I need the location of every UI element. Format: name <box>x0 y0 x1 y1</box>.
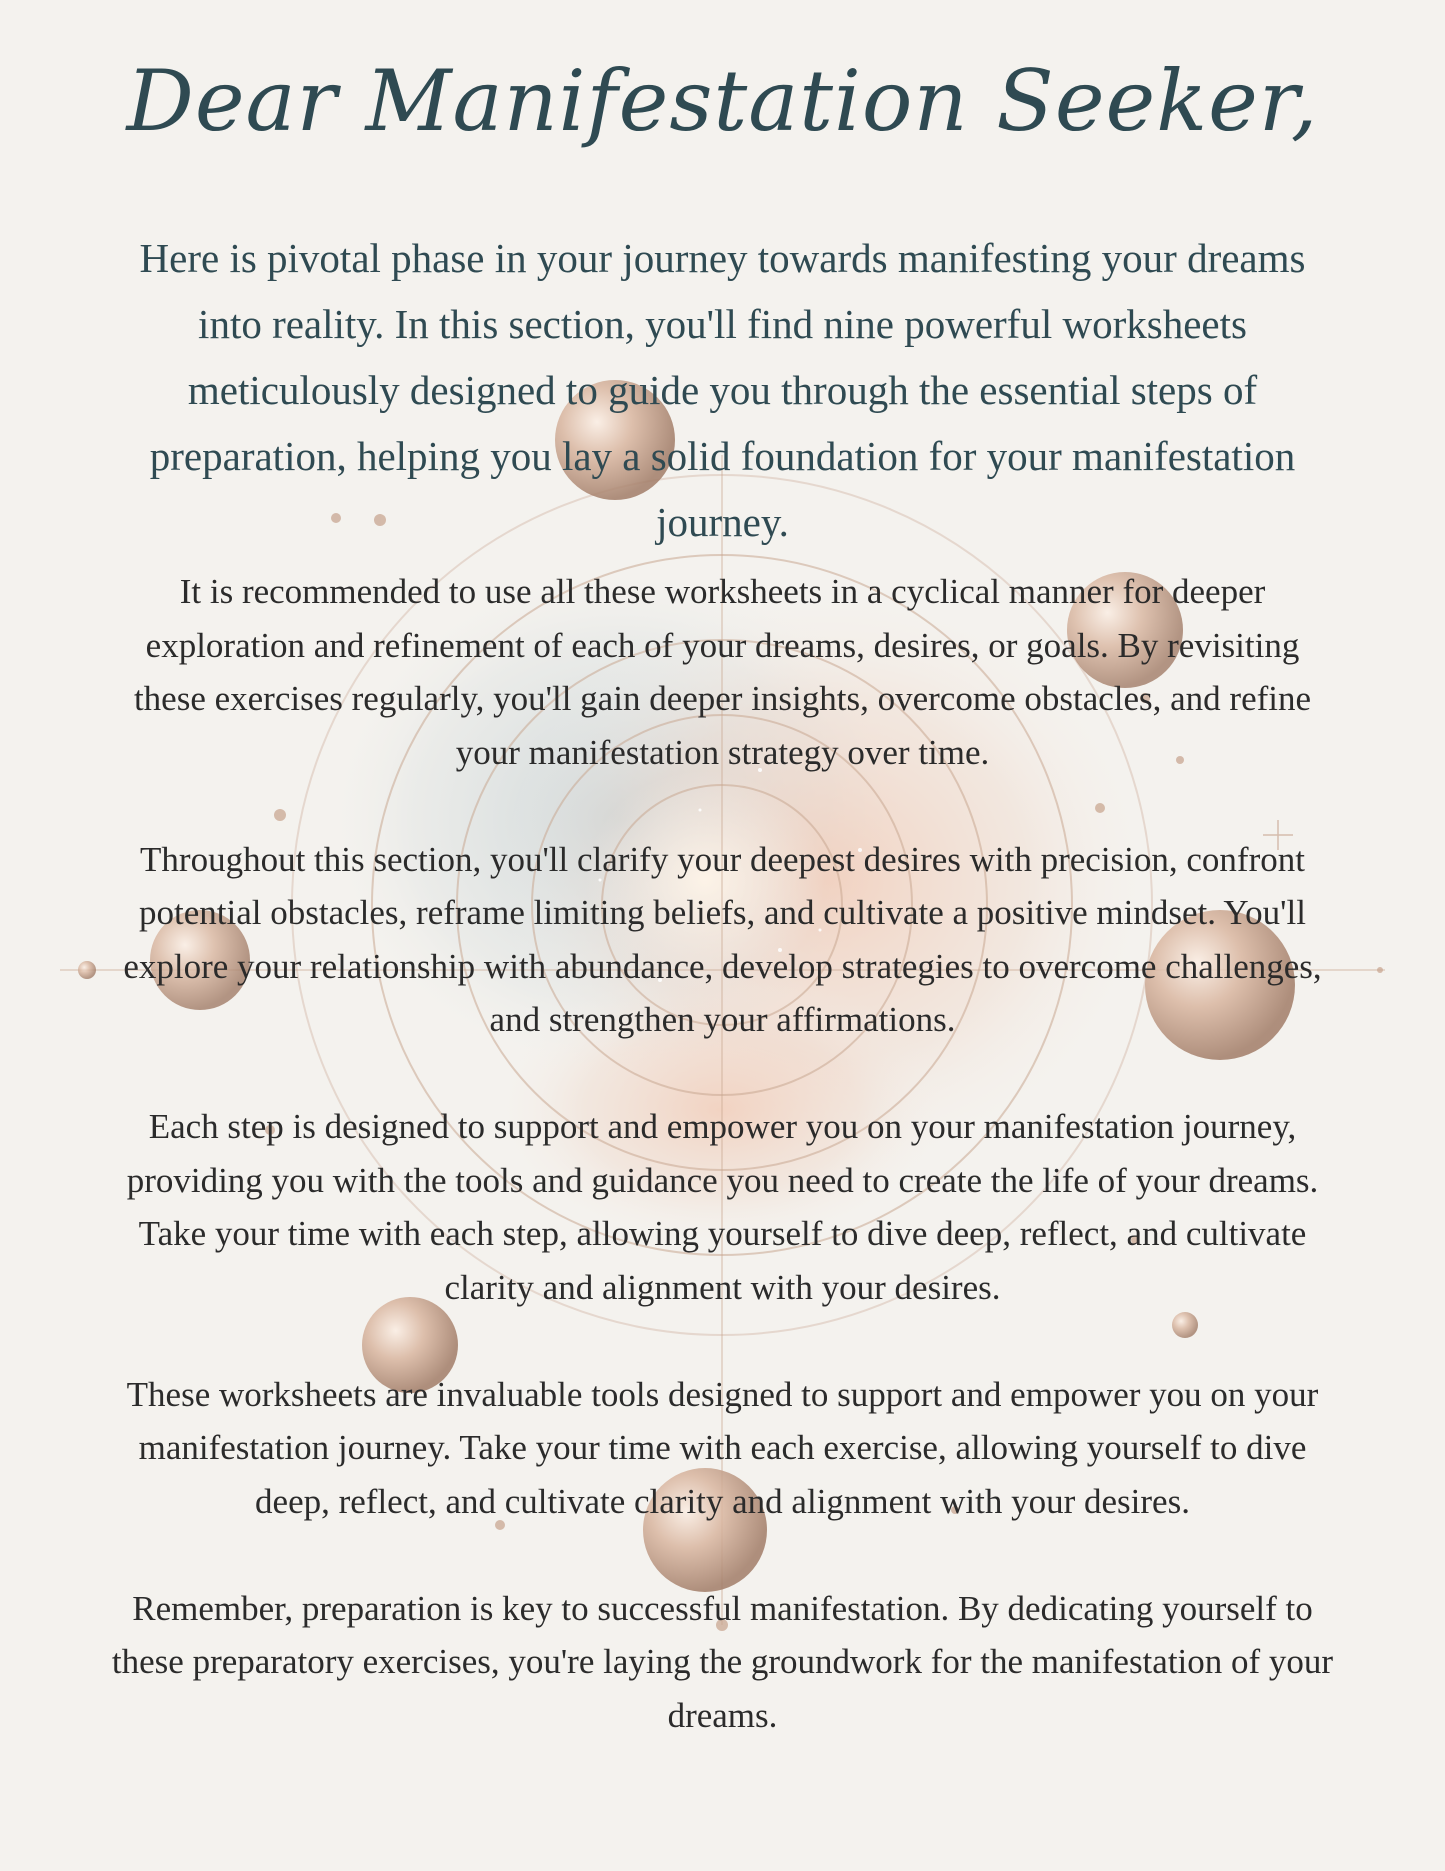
body-text <box>110 565 1335 1742</box>
body-paragraph: These worksheets are invaluable tools designed to support and empower you on your manifestation journey. Take your time with each exercise, allowing yourself to dive deep, reflect, and cultivate clarity and alignment with your desires. <box>126 1374 1319 1521</box>
orb-small-left <box>78 961 96 979</box>
body-paragraph: It is recommended to use all these worksheets in a cyclical manner for deeper exploration and refinement of each of your dreams, desires, or goals. By revisiting these exercises regularly, you'll gain deeper insights, overcome obstacles, and refine your manifestation strategy over time. <box>133 572 1312 772</box>
body-paragraph: Each step is designed to support and empower you on your manifestation journey, providing you with the tools and guidance you need to create the life of your dreams. Take your time with each step, allowing yourself to dive deep, reflect, and cultivate clarity and alignment with your desires. <box>126 1107 1319 1307</box>
page-title: Dear Manifestation Seeker, <box>126 52 1319 150</box>
body-paragraph: Remember, preparation is key to successful manifestation. By dedicating yourself to these preparatory exercises, you're laying the groundwork for the manifestation of your dreams. <box>111 1588 1334 1735</box>
intro-paragraph: Here is pivotal phase in your journey towards manifesting your dreams into reality. In this section, you'll find nine powerful worksheets meticulously designed to guide you through the essential steps of preparation, helping you lay a solid foundation for your manifestation journey. <box>139 235 1306 545</box>
body-paragraph: Throughout this section, you'll clarify your deepest desires with precision, confront potential obstacles, reframe limiting beliefs, and cultivate a positive mindset. You'll explore your relationship with abundance, develop strategies to overcome challenges, and strengthen your affirmations. <box>123 839 1322 1039</box>
